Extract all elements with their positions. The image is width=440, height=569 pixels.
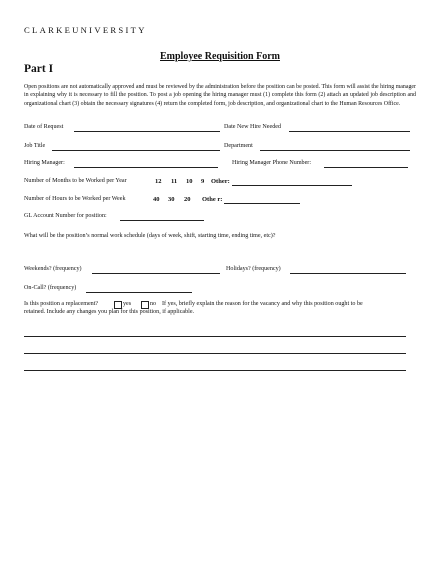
department-label: Department [224, 143, 253, 149]
hours-other-field[interactable] [224, 203, 300, 204]
replacement-yes-checkbox[interactable] [114, 301, 122, 309]
months-option-10[interactable]: 10 [186, 178, 193, 185]
months-option-11[interactable]: 11 [171, 178, 178, 185]
months-option-9[interactable]: 9 [201, 178, 205, 185]
hours-per-week-label: Number of Hours to be Worked per Week [24, 196, 126, 202]
months-other-field[interactable] [232, 185, 352, 186]
explanation-line-3[interactable] [24, 370, 406, 371]
gl-account-label: GL Account Number for position: [24, 213, 107, 219]
hiring-manager-phone-field[interactable] [324, 167, 408, 168]
replacement-explain-text-1: If yes, briefly explain the reason for the vacancy and why this position ought to be [162, 301, 363, 307]
holidays-label: Holidays? (frequency) [226, 266, 281, 272]
hours-option-20[interactable]: 20 [184, 196, 191, 203]
on-call-field[interactable] [86, 292, 192, 293]
hiring-manager-label: Hiring Manager: [24, 160, 65, 166]
weekends-field[interactable] [92, 273, 220, 274]
date-new-hire-field[interactable] [289, 131, 410, 132]
explanation-line-2[interactable] [24, 353, 406, 354]
date-of-request-label: Date of Request [24, 124, 64, 130]
hours-option-other: Othe r: [202, 196, 223, 203]
schedule-question: What will be the position’s normal work schedule (days of week, shift, starting time, ending time, etc)? [24, 233, 276, 239]
job-title-label: Job Title [24, 143, 46, 149]
months-per-year-label: Number of Months to be Worked per Year [24, 178, 127, 184]
holidays-field[interactable] [290, 273, 406, 274]
months-option-other: Other: [211, 178, 230, 185]
intro-paragraph: Open positions are not automatically approved and must be reviewed by the administration before the position can be posted. This form will assist the hiring manager in explaining why it is necessary to fill the position. To post a job opening the hiring manager must (1) complete this form (2) attach an updated job description and organizational chart (3) obtain the necessary signatures (4) return the completed form, job description, and organizational chart to the Human Resources Office. [24, 84, 416, 107]
gl-account-field[interactable] [120, 220, 204, 221]
form-title: Employee Requisition Form [160, 51, 280, 62]
on-call-label: On-Call? (frequency) [24, 285, 77, 291]
replacement-no-checkbox[interactable] [141, 301, 149, 309]
hours-option-40[interactable]: 40 [153, 196, 160, 203]
hiring-manager-field[interactable] [74, 167, 218, 168]
date-new-hire-label: Date New Hire Needed [224, 124, 282, 130]
replacement-explain-text-2: retained. Include any changes you plan for this position, if applicable. [24, 309, 195, 315]
months-option-12[interactable]: 12 [155, 178, 162, 185]
university-name: CLARKEUNIVERSITY [24, 25, 147, 35]
department-field[interactable] [260, 150, 410, 151]
hours-option-30[interactable]: 30 [168, 196, 175, 203]
replacement-yes-label: yes [123, 301, 132, 307]
explanation-line-1[interactable] [24, 336, 406, 337]
replacement-question: Is this position a replacement? [24, 301, 99, 307]
part-heading: Part I [24, 63, 54, 75]
replacement-no-label: no [150, 301, 157, 307]
hiring-manager-phone-label: Hiring Manager Phone Number: [232, 160, 312, 166]
weekends-label: Weekends? (frequency) [24, 266, 82, 272]
date-of-request-field[interactable] [74, 131, 220, 132]
job-title-field[interactable] [52, 150, 220, 151]
